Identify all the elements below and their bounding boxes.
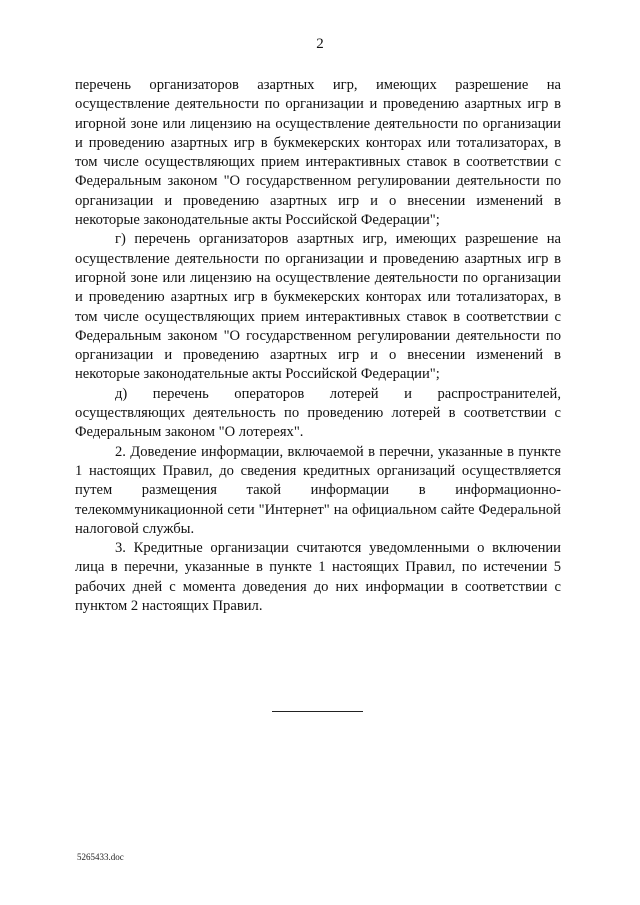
paragraph-clause-3: 3. Кредитные организации считаются уведомленными о включении лица в перечни, указанные в пункте 1 настоящих Правил, по истечении 5 рабочих дней с момента доведения до них информации в соответствии с пунктом 2 настоящих Правил.	[75, 540, 561, 615]
paragraph-item-g: г) перечень организаторов азартных игр, имеющих разрешение на осуществление деятельности по организации и проведению азартных игр в игорной зоне или лицензию на осуществление деятельности по организации и проведению азартных игр в букмекерских конторах или тотализаторах, в том числе осуществляющих прием интерактивных ставок в соответствии с Федеральным законом "О государственном регулировании деятельности по организации и проведению азартных игр и о внесении изменений в некоторые законодательные акты Российской Федерации";	[75, 231, 561, 383]
paragraph-gambling-organizers-list-continued: перечень организаторов азартных игр, имеющих разрешение на осуществление деятельности по организации и проведению азартных игр в игорной зоне или лицензию на осуществление деятельности по организации и проведению азартных игр в букмекерских конторах или тотализаторах, в том числе осуществляющих прием интерактивных ставок в соответствии с Федеральным законом "О государственном регулировании деятельности по организации и проведению азартных игр и о внесении изменений в некоторые законодательные акты Российской Федерации";	[75, 77, 561, 229]
end-of-text-rule	[272, 711, 363, 712]
page-number: 2	[316, 36, 324, 52]
paragraph-item-d: д) перечень операторов лотерей и распространителей, осуществляющих деятельность по проведению лотерей в соответствии с Федеральным законом "О лотереях".	[75, 385, 561, 441]
document-file-code: 5265433.doc	[77, 852, 124, 862]
paragraph-clause-2: 2. Доведение информации, включаемой в перечни, указанные в пункте 1 настоящих Правил, до сведения кредитных организаций осуществляется путем размещения такой информации в информационно-телекоммуникационной сети "Интернет" на официальном сайте Федеральной налоговой службы.	[75, 443, 561, 537]
document-body	[75, 76, 561, 616]
